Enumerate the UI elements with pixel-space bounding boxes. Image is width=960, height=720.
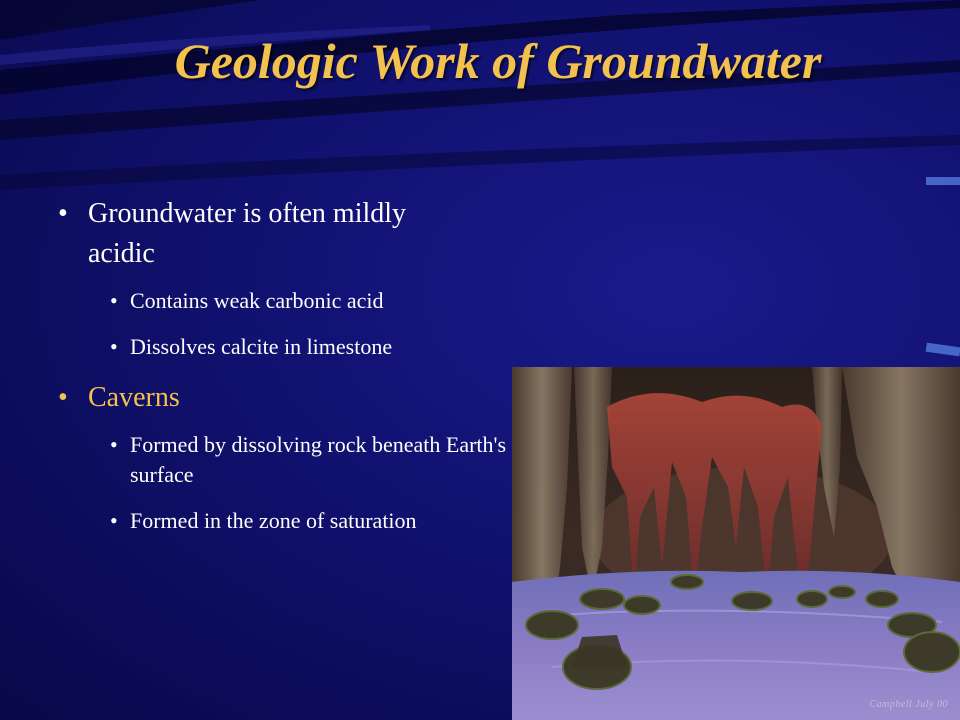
- sub-bullet-text: Formed in the zone of saturation: [130, 508, 417, 533]
- image-credit: Campbell July 00: [869, 699, 948, 710]
- bullet-icon: •: [110, 288, 118, 313]
- bullet-groundwater: [58, 194, 418, 274]
- bullet-icon: •: [58, 382, 68, 413]
- bullet-text: Groundwater is often mildly acidic: [88, 198, 407, 269]
- bullet-icon: •: [110, 432, 118, 457]
- sub-bullet-carbonic-acid: [58, 286, 510, 316]
- sub-bullet-dissolves-calcite: [58, 332, 510, 362]
- bullet-text: Caverns: [88, 382, 180, 413]
- bullet-caverns: [58, 378, 418, 418]
- bullet-icon: •: [58, 198, 68, 229]
- slide-title: Geologic Work of Groundwater: [174, 33, 822, 89]
- sub-bullet-zone-of-saturation: [58, 506, 510, 536]
- bullet-icon: •: [110, 334, 118, 359]
- sub-bullet-text: Dissolves calcite in limestone: [130, 334, 393, 359]
- sub-bullet-text: Contains weak carbonic acid: [130, 288, 384, 313]
- bullet-icon: •: [110, 508, 118, 533]
- bullet-list: [58, 194, 518, 552]
- sub-bullet-text: Formed by dissolving rock beneath Earth's surface: [130, 432, 507, 487]
- sub-bullet-dissolving-rock: [58, 430, 510, 490]
- cavern-image: [512, 367, 960, 720]
